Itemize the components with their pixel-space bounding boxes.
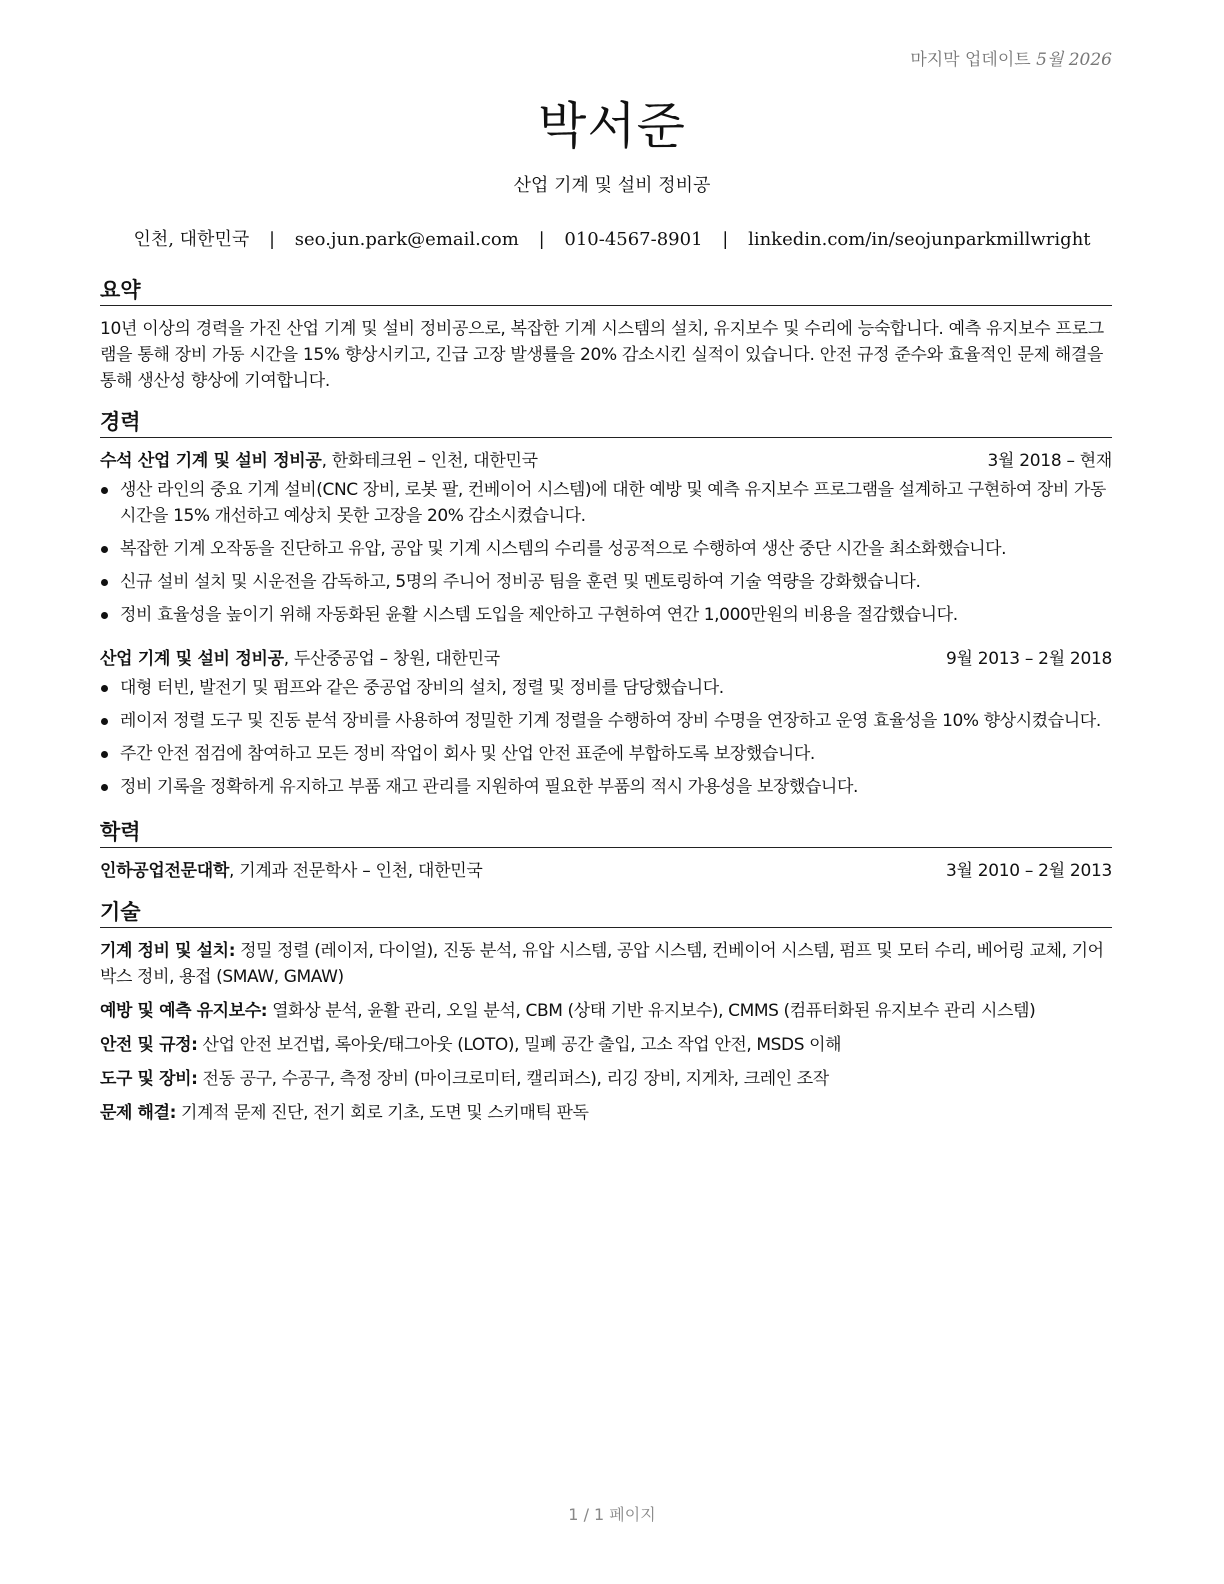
contact-email[interactable]: seo.jun.park@email.com (294, 229, 519, 250)
job-bullet (100, 477, 1112, 529)
bullet-dot-icon (101, 751, 108, 758)
education-school-detail (100, 858, 483, 884)
page-number: 1 / 1 페이지 (568, 1505, 656, 1524)
skill-value: 기계적 문제 진단, 전기 회로 기초, 도면 및 스키매틱 판독 (176, 1103, 589, 1123)
contact-separator: | (268, 229, 276, 250)
job-role: 수석 산업 기계 및 설비 정비공 (100, 451, 322, 471)
skill-row (100, 1066, 1112, 1092)
job-dates: 3월 2018 – 현재 (987, 451, 1112, 471)
bullet-dot-icon (101, 579, 108, 586)
job-bullet-text: 생산 라인의 중요 기계 설비(CNC 장비, 로봇 팔, 컨베이어 시스템)에 대한 예방 및 예측 유지보수 프로그램을 설계하고 구현하여 장비 가동 시간을 15% 개선하고 예상치 못한 고장을 20% 감소시켰습니다. (120, 480, 1106, 526)
job-bullet (100, 569, 1112, 595)
education-heading: 학력 (100, 818, 1112, 848)
skill-label: 문제 해결: (100, 1103, 177, 1123)
job-header (100, 646, 1112, 672)
job-bullet-text: 복잡한 기계 오작동을 진단하고 유압, 공압 및 기계 시스템의 수리를 성공적으로 수행하여 생산 중단 시간을 최소화했습니다. (120, 539, 1007, 559)
experience-heading: 경력 (100, 408, 1112, 438)
summary-heading: 요약 (100, 276, 1112, 306)
candidate-title: 산업 기계 및 설비 정비공 (513, 175, 711, 196)
resume-content (100, 276, 1112, 1140)
job-bullet (100, 675, 1112, 701)
education-section (100, 818, 1112, 884)
job-bullet (100, 741, 1112, 767)
job-bullet (100, 774, 1112, 800)
job-bullets (100, 675, 1112, 800)
job-role: 산업 기계 및 설비 정비공 (100, 649, 284, 669)
job-org: , 한화테크윈 – 인천, 대한민국 (321, 451, 538, 471)
last-updated-year: 2026 (1068, 50, 1112, 70)
experience-section (100, 408, 1112, 800)
job-header (100, 448, 1112, 474)
skill-value: 전동 공구, 수공구, 측정 장비 (마이크로미터, 캘리퍼스), 리깅 장비, 지게차, 크레인 조작 (197, 1069, 829, 1089)
skill-label: 안전 및 규정: (100, 1035, 198, 1055)
skill-label: 기계 정비 및 설치: (100, 941, 236, 961)
job-bullet-text: 주간 안전 점검에 참여하고 모든 정비 작업이 회사 및 산업 안전 표준에 부합하도록 보장했습니다. (120, 744, 815, 764)
job-bullet-text: 레이저 정렬 도구 및 진동 분석 장비를 사용하여 정밀한 기계 정렬을 수행하여 장비 수명을 연장하고 운영 효율성을 10% 향상시켰습니다. (120, 711, 1101, 731)
skills-section (100, 898, 1112, 1126)
bullet-dot-icon (101, 546, 108, 553)
job-role-org (100, 448, 538, 474)
bullet-dot-icon (101, 784, 108, 791)
contact-separator: | (722, 229, 729, 250)
bullet-dot-icon (101, 718, 108, 725)
job-dates: 9월 2013 – 2월 2018 (945, 649, 1112, 669)
job-org: , 두산중공업 – 창원, 대한민국 (283, 649, 500, 669)
bullet-dot-icon (101, 685, 108, 692)
job-bullet-text: 대형 터빈, 발전기 및 펌프와 같은 중공업 장비의 설치, 정렬 및 정비를 담당했습니다. (120, 678, 724, 698)
last-updated-label: 마지막 업데이트 (910, 50, 1031, 70)
skills-heading: 기술 (100, 898, 1112, 928)
candidate-name: 박서준 (538, 97, 686, 155)
job-bullet (100, 602, 1112, 628)
skill-label: 예방 및 예측 유지보수: (100, 1001, 268, 1021)
job-role-org (100, 646, 500, 672)
job-bullet-text: 정비 효율성을 높이기 위해 자동화된 윤활 시스템 도입을 제안하고 구현하여 연간 1,000만원의 비용을 절감했습니다. (120, 605, 958, 625)
skill-label: 도구 및 장비: (100, 1069, 198, 1089)
job-bullet (100, 536, 1112, 562)
job-entry (100, 646, 1112, 800)
education-dates: 3월 2010 – 2월 2013 (945, 861, 1112, 881)
skill-row (100, 938, 1112, 990)
skill-row (100, 1032, 1112, 1058)
job-bullet-text: 정비 기록을 정확하게 유지하고 부품 재고 관리를 지원하여 필요한 부품의 적시 가용성을 보장했습니다. (120, 777, 858, 797)
job-entry (100, 448, 1112, 628)
skill-row (100, 998, 1112, 1024)
bullet-dot-icon (101, 612, 108, 619)
summary-section (100, 276, 1112, 394)
job-bullet-text: 신규 설비 설치 및 시운전을 감독하고, 5명의 주니어 정비공 팀을 훈련 및 멘토링하여 기술 역량을 강화했습니다. (120, 572, 921, 592)
skill-row (100, 1100, 1112, 1126)
contact-linkedin[interactable]: linkedin.com/in/seojunparkmillwright (748, 229, 1091, 250)
contact-line (0, 225, 1224, 251)
contact-separator: | (538, 229, 545, 250)
contact-phone: 010-4567-8901 (564, 229, 703, 250)
summary-text: 10년 이상의 경력을 가진 산업 기계 및 설비 정비공으로, 복잡한 기계 시스템의 설치, 유지보수 및 수리에 능숙합니다. 예측 유지보수 프로그램을 통해 장비 가동 시간을 15% 향상시키고, 긴급 고장 발생률을 20% 감소시킨 실적이 있습니다. 안전 규정 준수와 효율적인 문제 해결을 통해 생산성 향상에 기여합니다. (100, 319, 1104, 391)
skill-value: 산업 안전 보건법, 록아웃/태그아웃 (LOTO), 밀폐 공간 출입, 고소 작업 안전, MSDS 이해 (197, 1035, 842, 1055)
education-school: 인하공업전문대학 (100, 861, 229, 881)
skill-value: 정밀 정렬 (레이저, 다이얼), 진동 분석, 유압 시스템, 공압 시스템, 컨베이어 시스템, 펌프 및 모터 수리, 베어링 교체, 기어박스 정비, 용접 (SMAW, GMAW) (100, 941, 1104, 987)
job-bullets (100, 477, 1112, 628)
bullet-dot-icon (101, 487, 108, 494)
education-entry (100, 858, 1112, 884)
last-updated-month: 5월 (1036, 50, 1064, 70)
job-bullet (100, 708, 1112, 734)
last-updated (910, 45, 1112, 70)
contact-location: 인천, 대한민국 (133, 229, 250, 250)
skill-value: 열화상 분석, 윤활 관리, 오일 분석, CBM (상태 기반 유지보수), CMMS (컴퓨터화된 유지보수 관리 시스템) (267, 1001, 1036, 1021)
education-detail: , 기계과 전문학사 – 인천, 대한민국 (228, 861, 483, 881)
